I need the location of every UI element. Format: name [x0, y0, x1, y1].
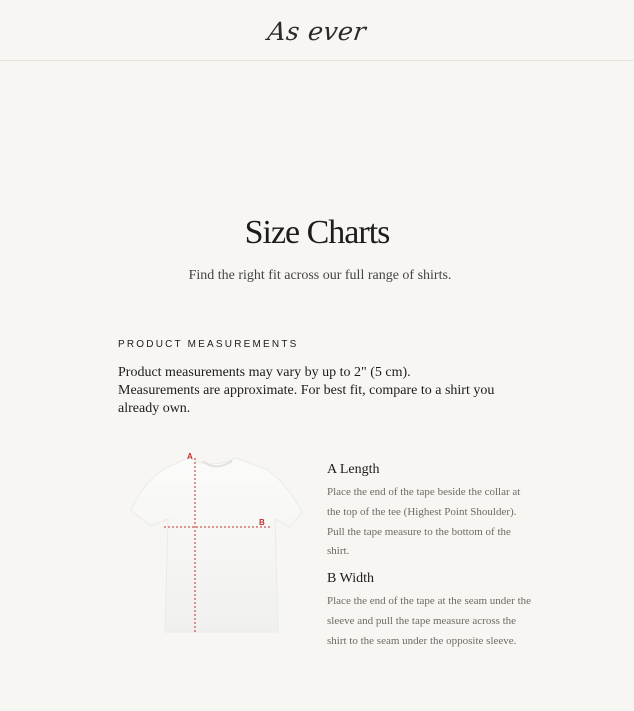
measurement-length: [327, 462, 532, 562]
section-heading-product-measurements: PRODUCT MEASUREMENTS: [118, 339, 299, 350]
measurement-instructions: [327, 462, 532, 652]
measurement-width: [327, 571, 532, 651]
brand-logo[interactable]: As ever: [265, 16, 369, 46]
measurement-note-variance: Product measurements may vary by up to 2" (5 cm).: [118, 365, 411, 380]
site-header: [0, 0, 634, 61]
page-subtitle: Find the right fit across our full range of shirts.: [188, 268, 452, 283]
measurement-notes: [118, 364, 538, 418]
measurement-note-approximate: Measurements are approximate. For best fit, compare to a shirt you already own.: [118, 383, 495, 416]
tshirt-shape: [131, 458, 302, 632]
measurement-title: B Width: [327, 571, 375, 587]
measurement-title: A Length: [327, 462, 380, 477]
width-label-b: B: [259, 518, 265, 527]
length-label-a: A: [187, 452, 193, 461]
measurement-description: Place the end of the tape at the seam under the sleeve and pull the tape measure across the shirt to the seam under the opposite sleeve.: [327, 595, 532, 647]
measurement-description: Place the end of the tape beside the collar at the top of the tee (Highest Point Shoulder). Pull the tape measure to the bottom of the shirt.: [327, 486, 521, 558]
page-title: Size Charts: [244, 214, 390, 251]
tshirt-measurement-diagram: [128, 448, 308, 638]
